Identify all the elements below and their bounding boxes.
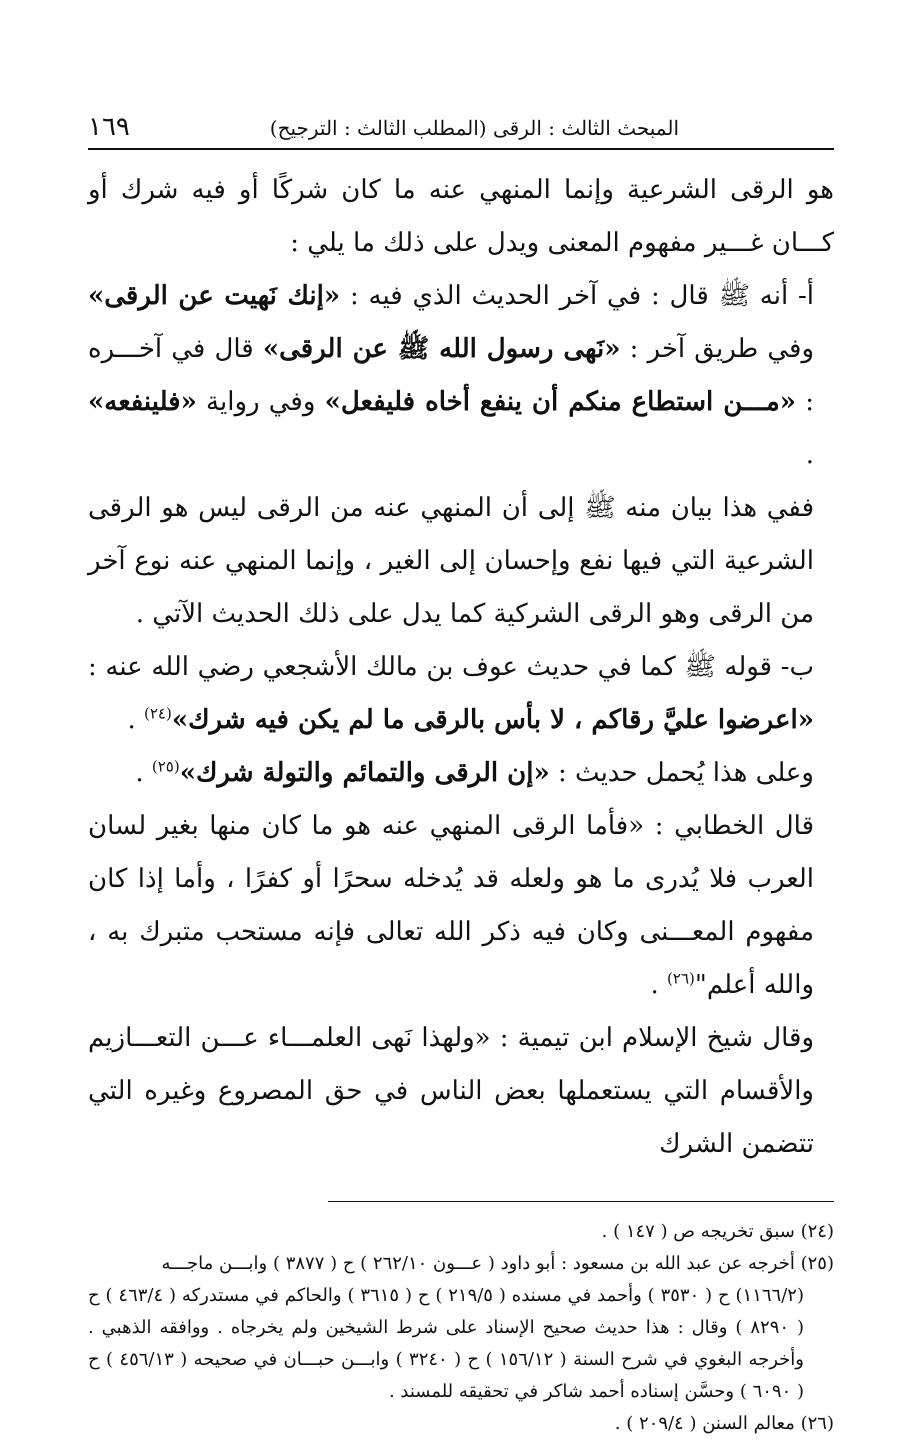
paragraph-5 — [88, 747, 834, 800]
footnote-ref-25[interactable]: (٢٥) — [151, 757, 180, 776]
paragraph-1: هو الرقى الشرعية وإنما المنهي عنه ما كان شركًا أو فيه شرك أو كـــان غـــير مفهوم المعنى ويدل على ذلك ما يلي : — [88, 175, 834, 258]
document-page — [88, 108, 834, 1440]
hadith-quote-2: «نَهى رسول الله ﷺ عن الرقى» — [262, 334, 621, 364]
footnote-divider — [328, 1201, 834, 1202]
footnote-ref-26[interactable]: (٢٦) — [667, 969, 695, 988]
paragraph-4-intro: ب- قوله ﷺ كما في حديث عوف بن مالك الأشجعي رضي الله عنه : — [88, 652, 814, 682]
paragraph-5-intro: وعلى هذا يُحمل حديث : — [549, 758, 814, 788]
hadith-quote-6: «إن الرقى والتمائم والتولة شرك» — [179, 758, 550, 788]
footnote-24: (٢٤) سبق تخريجه ص ( ١٤٧ ) . — [601, 1221, 834, 1242]
paragraph-2-mid: وفي طريق آخر : — [620, 334, 815, 364]
paragraph-2-mid3: وفي رواية — [196, 387, 325, 417]
footnote-26: (٢٦) معالم السنن ( ٢٠٩/٤ ) . — [614, 1413, 834, 1434]
paragraph-2-end: . — [805, 440, 814, 470]
page-number: ١٦٩ — [88, 112, 130, 142]
chapter-title: المبحث الثالث : الرقى (المطلب الثالث : الترجيح) — [269, 116, 679, 140]
paragraph-2-mid2: قال في آخـــره : — [88, 334, 814, 417]
hadith-quote-3: «مـــن استطاع منكم أن ينفع أخاه فليفعل» — [324, 387, 797, 417]
khattabi-quote: قال الخطابي : «فأما الرقى المنهي عنه هو ما كان منها بغير لسان العرب فلا يُدرى ما هو ولعله قد يُدخله سحرًا أو كفرًا ، وأما إذا كان مفهوم المعـــنى وكان فيه ذكر الله تعالى فإنه مستحب متبرك به ، والله أعلم" — [88, 811, 814, 1000]
footnote-ref-24[interactable]: (٢٤) — [144, 704, 172, 723]
paragraph-6 — [88, 800, 834, 1012]
footnote-25-continuation: (١١٦٦/٢) ح ( ٣٥٣٠ ) وأحمد في مسنده ( ٢١٩/٥ ) ح ( ٣٦١٥ ) والحاكم في مستدركه ( ٤٦٣/٤ ) ح ( ٨٢٩٠ ) وقال : هذا حديث صحيح الإسناد على شرط الشيخين ولم يخرجاه . ووافقه الذهبي . وأخرجه البغوي في شرح السنة ( ١٥٦/١٢ ) ح ( ٣٢٤٠ ) وابـــن حبـــان في صحيحه ( ٤٥٦/١٣ ) ح ( ٦٠٩٠ ) وحسَّن إسناده أحمد شاكر في تحقيقه للمسند . — [88, 1285, 804, 1402]
hadith-quote-1: «إنك نَهيت عن الرقى» — [88, 281, 341, 311]
paragraph-3: ففي هذا بيان منه ﷺ إلى أن المنهي عنه من الرقى ليس هو الرقى الشرعية التي فيها نفع وإحسان إلى الغير ، وإنما المنهي عنه نوع آخر من الرقى وهو الرقى الشركية كما يدل على ذلك الحديث الآتي . — [88, 493, 814, 629]
main-text — [88, 164, 834, 1171]
paragraph-6-end: . — [650, 970, 668, 1000]
paragraph-4 — [88, 641, 834, 747]
footnotes — [88, 1216, 834, 1440]
paragraph-7: وقال شيخ الإسلام ابن تيمية : «ولهذا نَهى العلمـــاء عـــن التعـــازيم والأقسام التي يستعملها بعض الناس في حق المصروع وغيره التي تتضمن الشرك — [88, 1023, 814, 1159]
paragraph-2-intro: أ- أنه ﷺ قال : في آخر الحديث الذي فيه : — [340, 281, 814, 311]
paragraph-5-end: . — [135, 758, 152, 788]
footnote-25-first-line: (٢٥) أخرجه عن عبد الله بن مسعود : أبو داود ( عـــون ٢٦٢/١٠ ) ح ( ٣٨٧٧ ) وابـــن ماجـــه — [161, 1253, 834, 1274]
hadith-quote-4: «فلينفعه» — [88, 387, 197, 417]
running-header — [88, 108, 834, 150]
hadith-quote-5: «اعرضوا عليَّ رقاكم ، لا بأس بالرقى ما لم يكن فيه شرك» — [171, 705, 814, 735]
paragraph-4-end: . — [127, 705, 144, 735]
paragraph-2 — [88, 270, 834, 482]
